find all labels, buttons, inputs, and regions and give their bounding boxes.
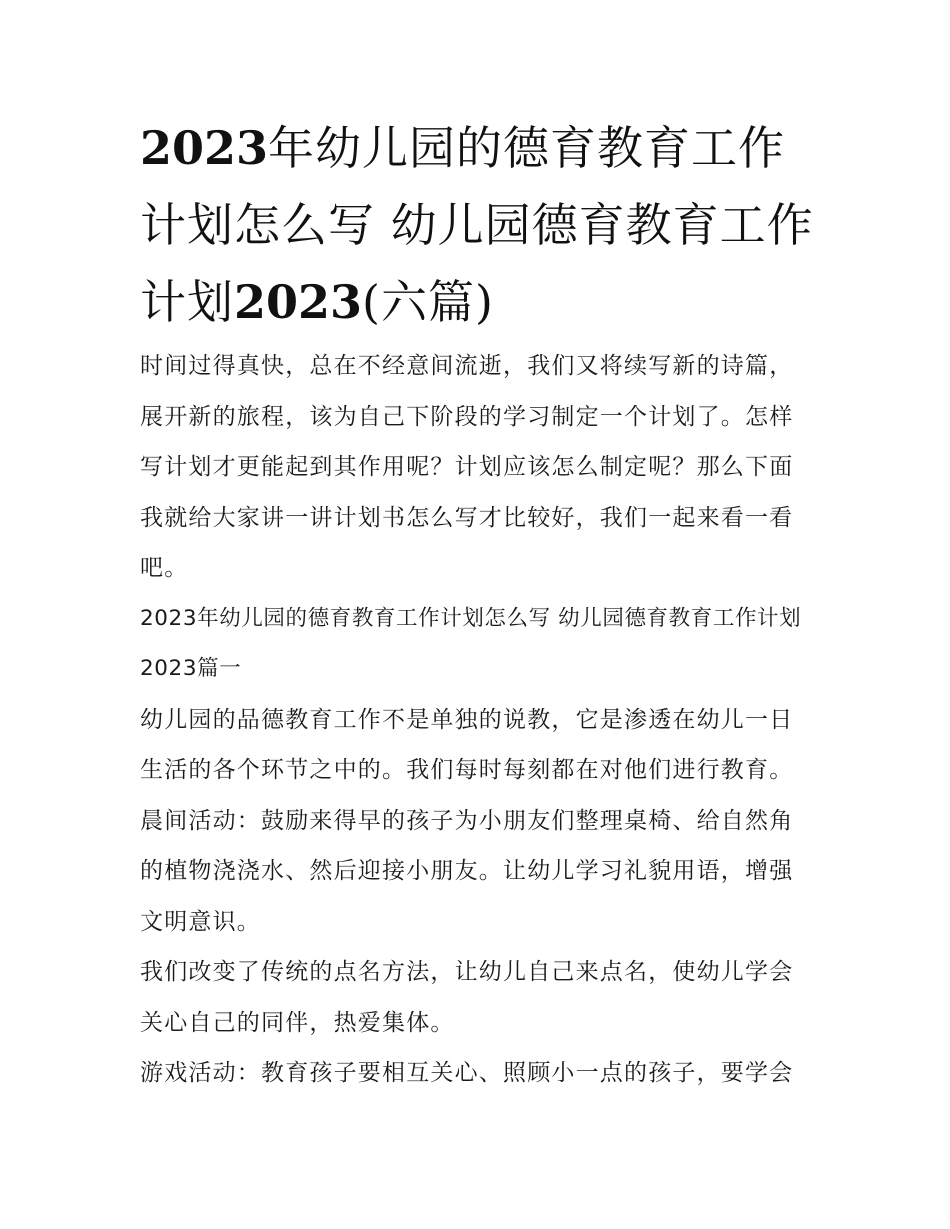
title-year-suffix: 2023	[234, 275, 363, 329]
title-year-prefix: 2023	[140, 121, 269, 175]
title-text-count: (六篇)	[362, 275, 494, 329]
body-paragraph: 我们改变了传统的点名方法，让幼儿自己来点名，使幼儿学会关心自己的同伴，热爱集体。	[140, 959, 794, 1036]
body-paragraph: 晨间活动：鼓励来得早的孩子为小朋友们整理桌椅、给自然角的植物浇浇水、然后迎接小朋友。让幼儿学习礼貌用语，增强文明意识。	[140, 807, 794, 935]
title-text-main: 年幼儿园的德育教育工作计划怎么写 幼儿园德育教育工作计划	[140, 121, 814, 329]
intro-paragraph: 时间过得真快，总在不经意间流逝，我们又将续写新的诗篇，展开新的旅程，该为自己下阶段的学习制定一个计划了。怎样写计划才更能起到其作用呢？计划应该怎么制定呢？那么下面我就给大家讲一讲计划书怎么写才比较好，我们一起来看一看吧。	[140, 353, 794, 581]
section-heading: 2023年幼儿园的德育教育工作计划怎么写 幼儿园德育教育工作计划2023篇一	[140, 605, 802, 681]
document-page	[140, 110, 815, 1099]
body-paragraph: 游戏活动：教育孩子要相互关心、照顾小一点的孩子，要学会	[140, 1060, 794, 1086]
body-paragraph: 幼儿园的品德教育工作不是单独的说教，它是渗透在幼儿一日生活的各个环节之中的。我们每时每刻都在对他们进行教育。	[140, 706, 794, 783]
document-title	[140, 110, 815, 341]
